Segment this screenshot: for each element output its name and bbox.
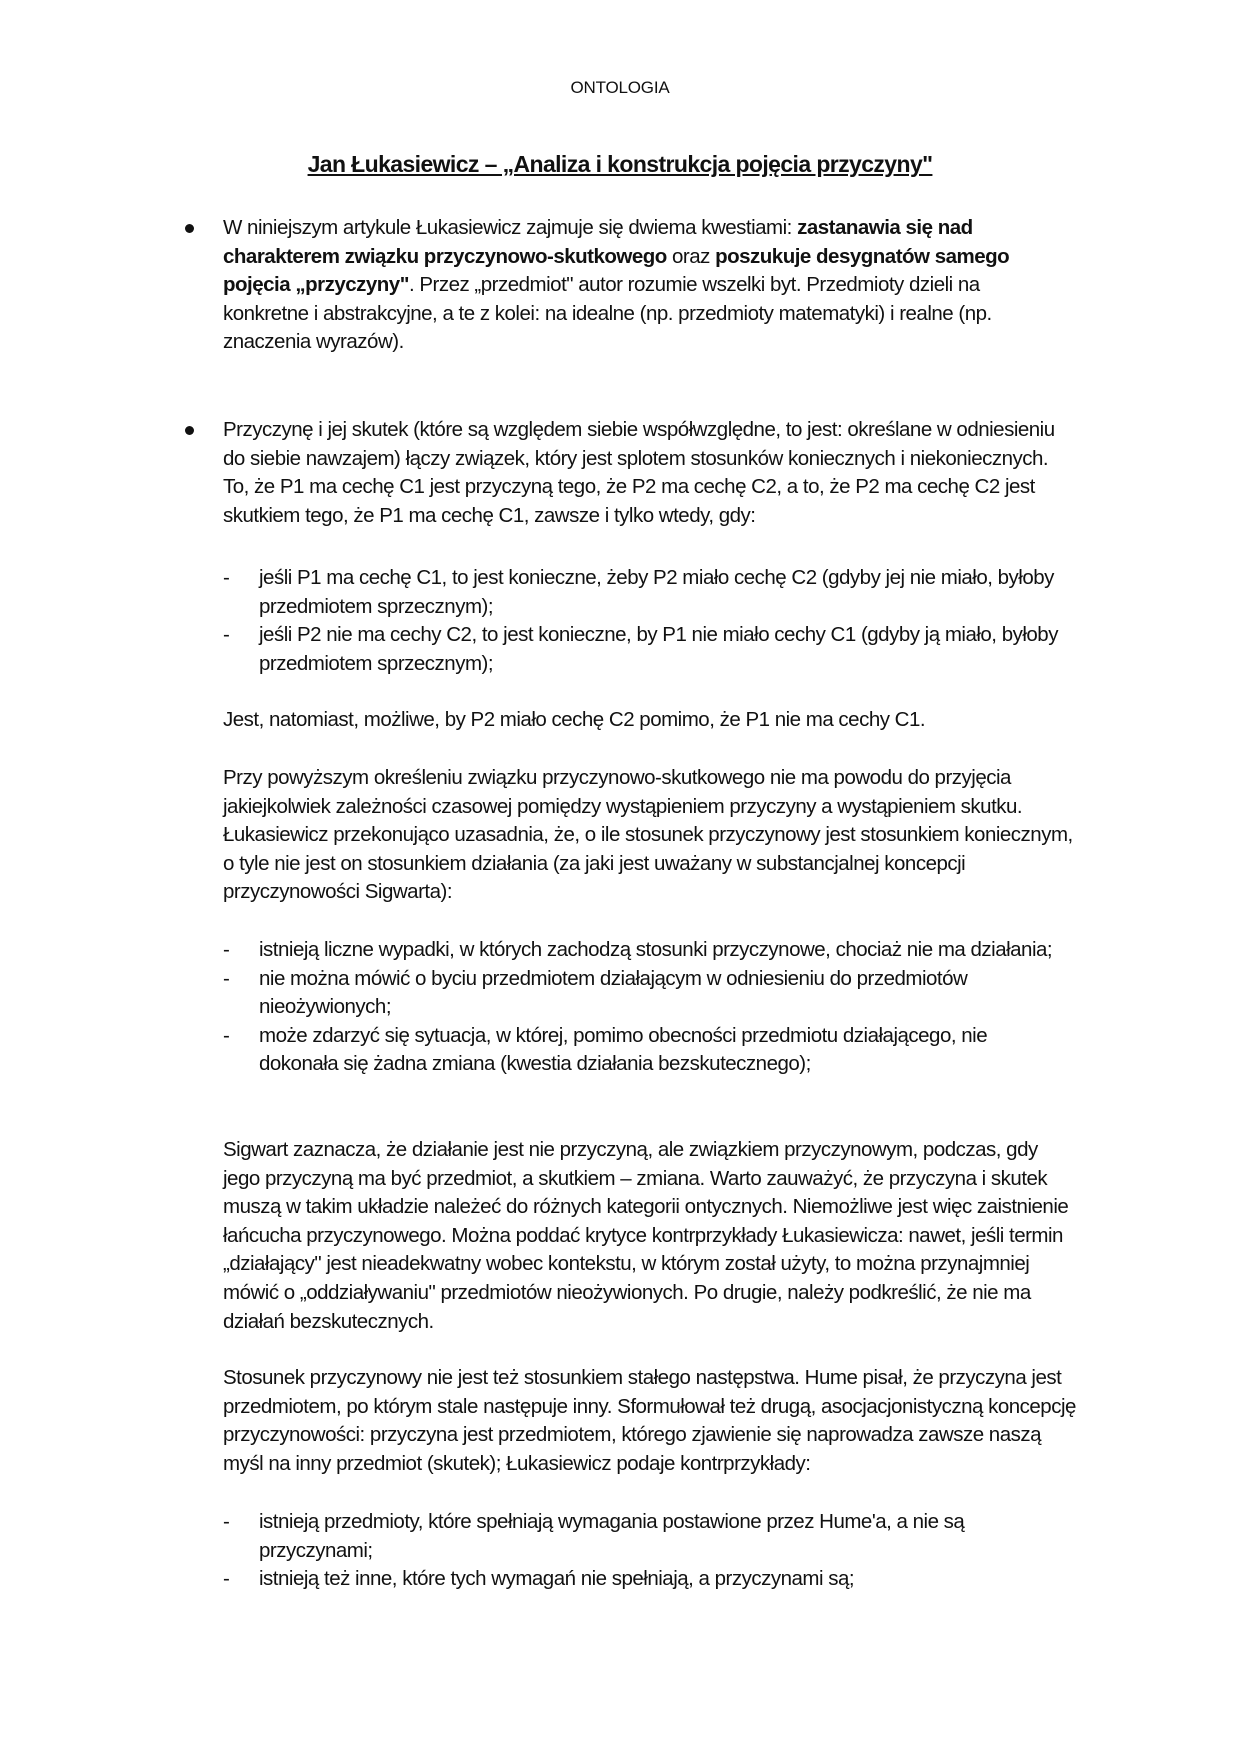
list-item bbox=[223, 1565, 1063, 1594]
bold-run: poszukuje desygnatów samego pojęcia „przyczyny" bbox=[223, 244, 1010, 297]
dash-marker: - bbox=[223, 566, 230, 589]
paragraph: Stosunek przyczynowy nie jest też stosunkiem stałego następstwa. Hume pisał, że przyczyna jest przedmiotem, po którym stale następuje inny. Sformułował też drugą, asocjacjonistyczną koncepcję przyczynowości: przyczyna jest przedmiotem, którego zjawienie się naprowadza zawsze naszą myśl na inny przedmiot (skutek); Łukasiewicz podaje kontrprzykłady: bbox=[223, 1366, 1076, 1475]
list-item-text: istnieją liczne wypadki, w których zachodzą stosunki przyczynowe, chociaż nie ma działania; bbox=[259, 938, 1053, 961]
document-title: Jan Łukasiewicz – „Analiza i konstrukcja pojęcia przyczyny" bbox=[307, 151, 933, 177]
bullet-icon bbox=[185, 224, 194, 233]
text-run: oraz bbox=[666, 244, 716, 268]
list-item bbox=[223, 1508, 1063, 1565]
text-run: Przyczynę i jej skutek (które są względem siebie współwzględne, to jest: określane w odniesieniu do siebie nawzajem) łączy związek, który jest splotem stosunków koniecznych i niekoniecznych. To, że P1 ma cechę C1 jest przyczyną tego, że P2 ma cechę C2, a to, że P2 ma cechę C2 jest skutkiem tego, że P1 ma cechę C1, zawsze i tylko wtedy, gdy: bbox=[223, 418, 1055, 527]
bold-run: zastanawia się nad charakterem związku przyczynowo-skutkowego bbox=[223, 216, 973, 268]
dash-marker: - bbox=[223, 938, 230, 961]
paragraph: Przy powyższym określeniu związku przyczynowo-skutkowego nie ma powodu do przyjęcia jakiejkolwiek zależności czasowej pomiędzy wystąpieniem przyczyny a wystąpieniem skutku. Łukasiewicz przekonująco uzasadnia, że, o ile stosunek przyczynowy jest stosunkiem koniecznym, o tyle nie jest on stosunkiem działania (za jaki jest uważany w substancjalnej koncepcji przyczynowości Sigwarta): bbox=[223, 766, 1073, 904]
list-item bbox=[223, 564, 1063, 621]
bullet-icon bbox=[185, 426, 194, 435]
dash-marker: - bbox=[223, 966, 230, 990]
document-header: ONTOLOGIA bbox=[570, 78, 670, 97]
list-item bbox=[223, 1022, 1063, 1079]
dash-list-hume bbox=[223, 1508, 1063, 1594]
bullet-paragraph-2 bbox=[223, 416, 1063, 530]
bullet-paragraph-1 bbox=[223, 214, 1063, 357]
list-item bbox=[223, 936, 1063, 965]
text-run: . Przez „przedmiot" autor rozumie wszelki byt. Przedmioty dzieli na konkretne i abstrakcyjne, a te z kolei: na idealne (np. przedmioty matematyki) i realne (np. znaczenia wyrazów). bbox=[223, 273, 992, 354]
list-item bbox=[223, 621, 1063, 678]
dash-list-counterexamples bbox=[223, 936, 1063, 1079]
paragraph: Jest, natomiast, możliwe, by P2 miało cechę C2 pomimo, że P1 nie ma cechy C1. bbox=[223, 708, 926, 731]
list-item-text: istnieją przedmioty, które spełniają wymagania postawione przez Hume'a, a nie są przyczynami; bbox=[259, 1510, 965, 1562]
dash-marker: - bbox=[223, 1510, 230, 1533]
list-item-text: może zdarzyć się sytuacja, w której, pomimo obecności przedmiotu działającego, nie dokonała się żadna zmiana (kwestia działania bezskutecznego); bbox=[259, 1023, 988, 1076]
list-item-text: nie można mówić o byciu przedmiotem działającym w odniesieniu do przedmiotów nieożywionych; bbox=[259, 966, 968, 1019]
dash-marker: - bbox=[223, 623, 230, 647]
text-run: W niniejszym artykule Łukasiewicz zajmuje się dwiema kwestiami: bbox=[223, 216, 798, 239]
list-item-text: jeśli P2 nie ma cechy C2, to jest konieczne, by P1 nie miało cechy C1 (gdyby ją miało, byłoby przedmiotem sprzecznym); bbox=[259, 623, 1058, 675]
paragraph: Sigwart zaznacza, że działanie jest nie przyczyną, ale związkiem przyczynowym, podczas, gdy jego przyczyną ma być przedmiot, a skutkiem – zmiana. Warto zauważyć, że przyczyna i skutek muszą w takim układzie należeć do różnych kategorii ontycznych. Niemożliwe jest więc zaistnienie łańcucha przyczynowego. Można poddać krytyce kontrprzykłady Łukasiewicza: nawet, jeśli termin „działający" jest nieadekwatny wobec kontekstu, w którym został użyty, to można przynajmniej mówić o „oddziaływaniu" przedmiotów nieożywionych. Po drugie, należy podkreślić, że nie ma działań bezskutecznych. bbox=[223, 1138, 1069, 1333]
list-item-text: jeśli P1 ma cechę C1, to jest konieczne, żeby P2 miało cechę C2 (gdyby jej nie miało, byłoby przedmiotem sprzecznym); bbox=[259, 566, 1054, 618]
list-item-text: istnieją też inne, które tych wymagań nie spełniają, a przyczynami są; bbox=[259, 1567, 855, 1591]
dash-marker: - bbox=[223, 1567, 230, 1591]
list-item bbox=[223, 965, 1063, 1022]
dash-list-conditions bbox=[223, 564, 1063, 678]
dash-marker: - bbox=[223, 1023, 230, 1047]
